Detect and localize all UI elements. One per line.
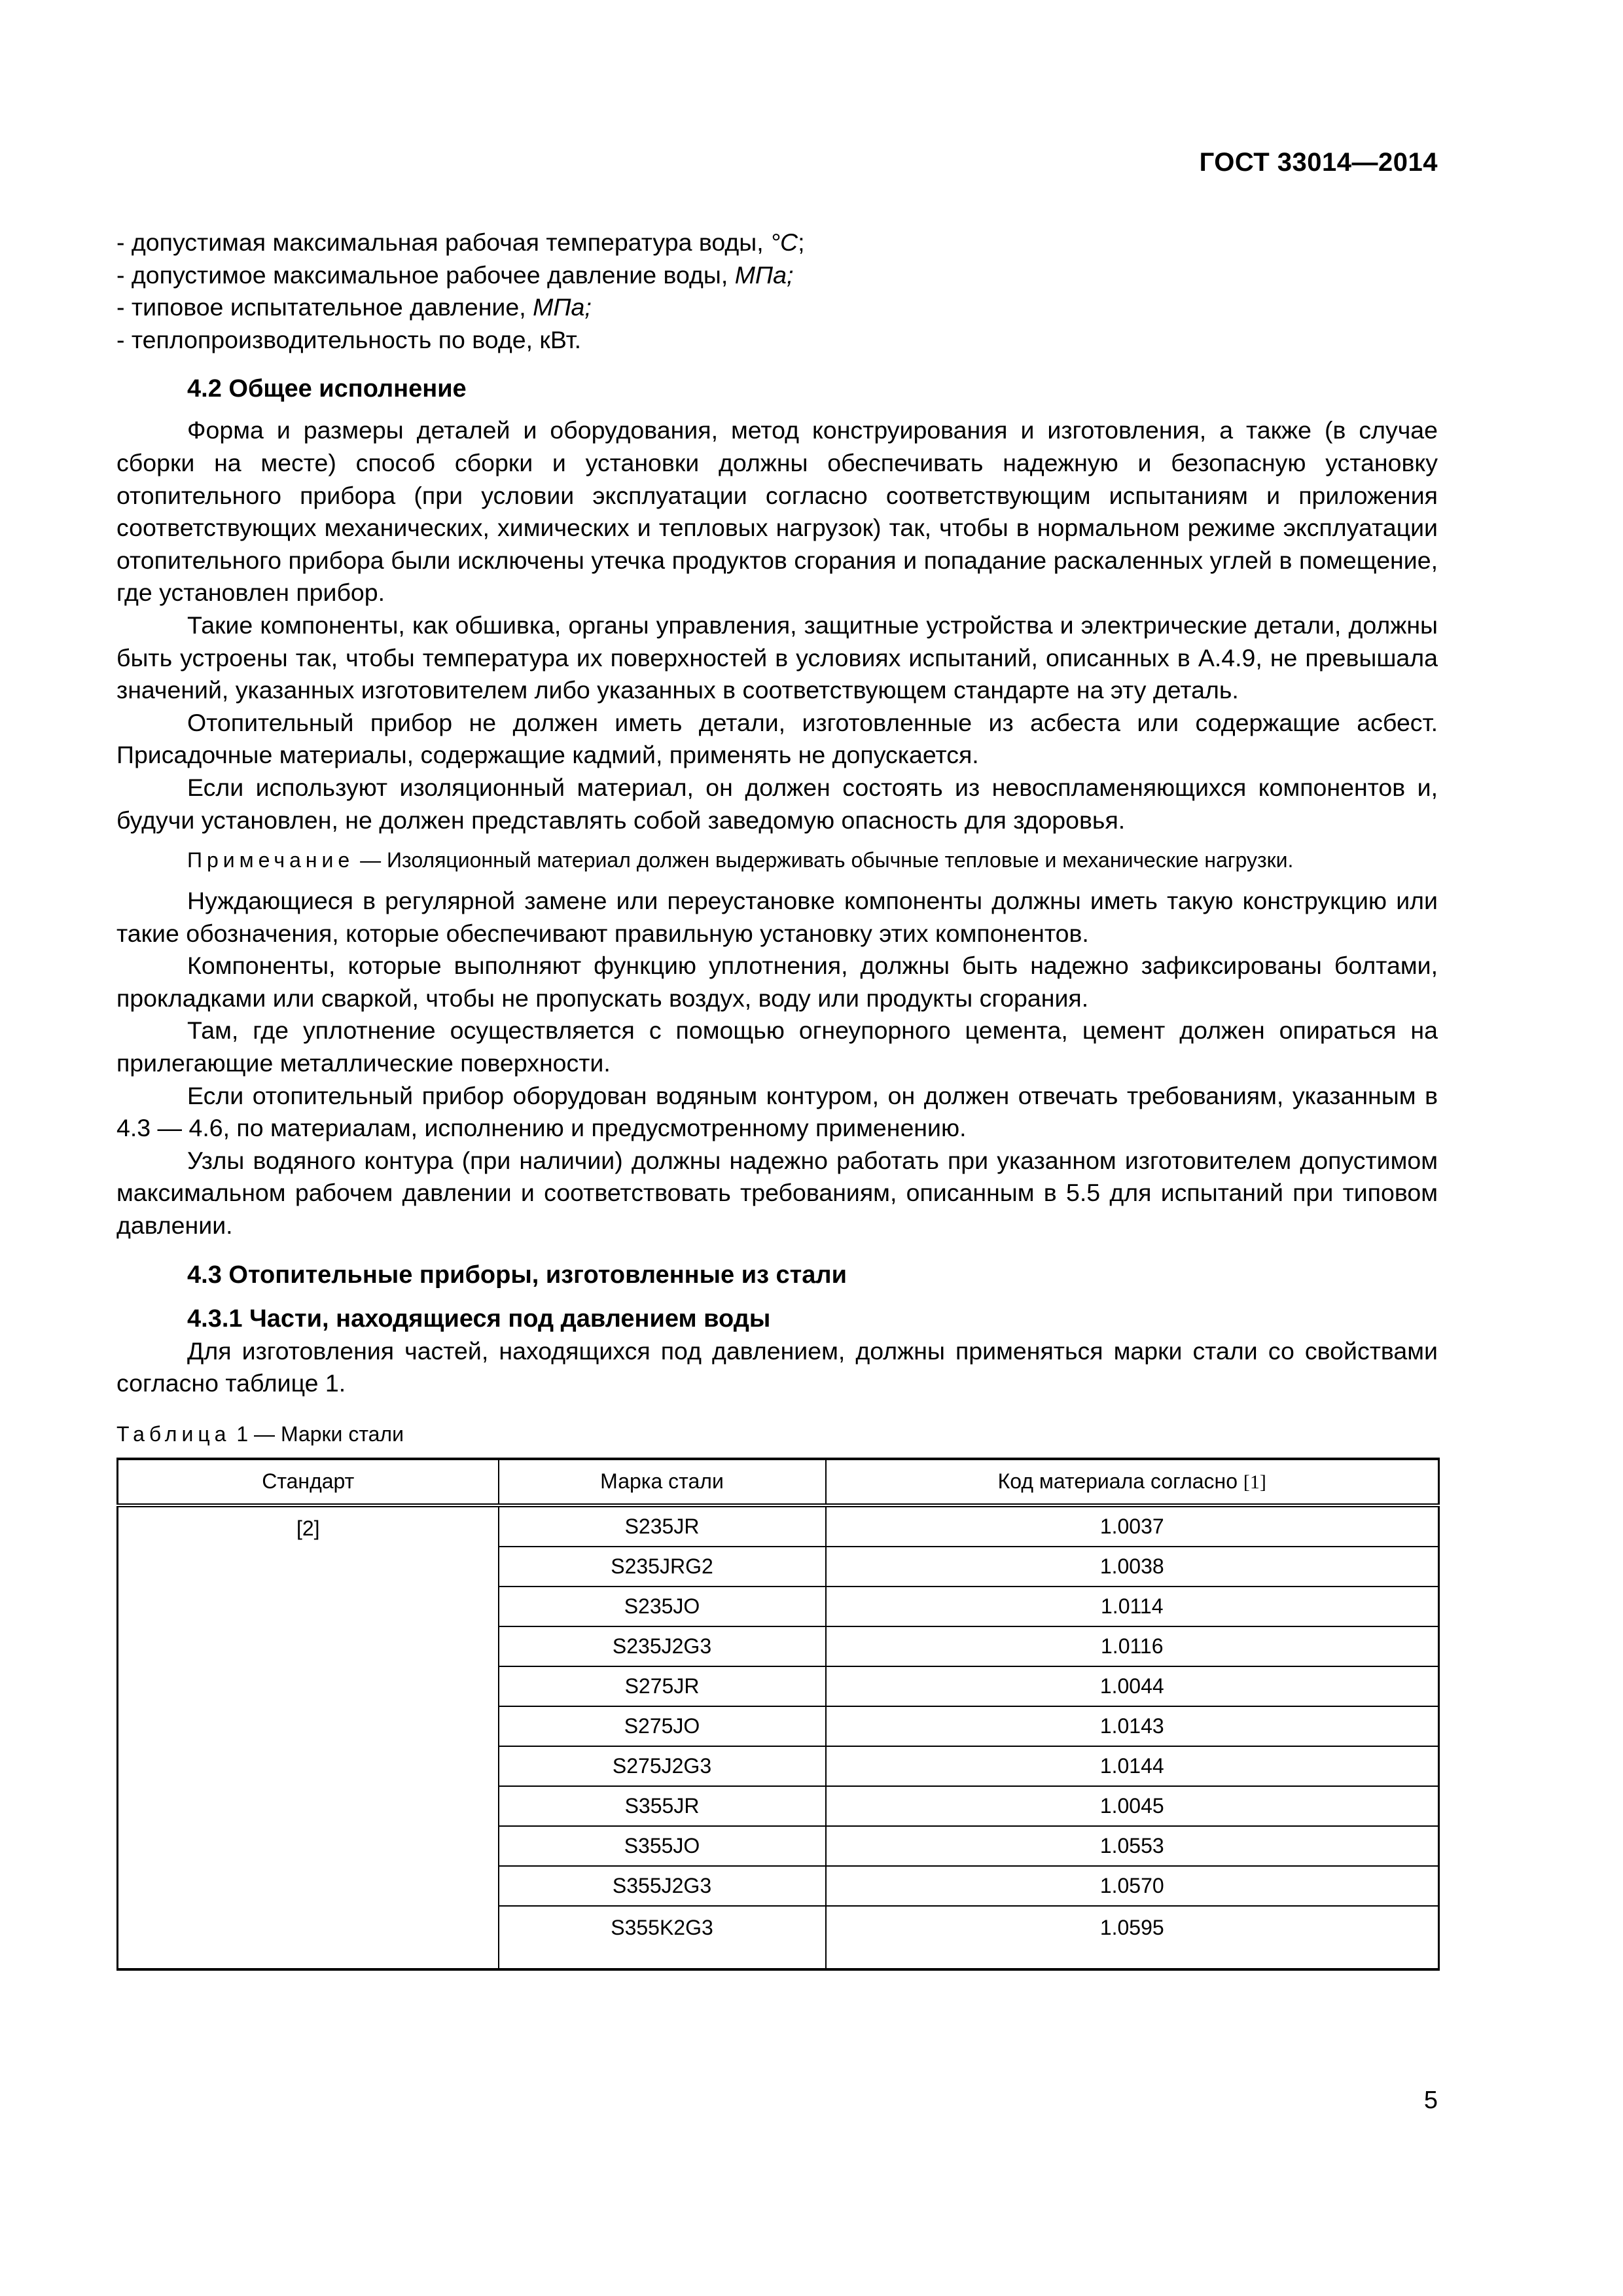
code-cell: 1.0144 [826,1746,1439,1786]
code-cell: 1.0116 [826,1626,1439,1666]
steel-grades-table [116,1458,1440,1971]
unit: МПа; [734,260,794,289]
list-item: - типовое испытательное давление, МПа; [116,293,592,321]
document-code-header: ГОСТ 33014—2014 [1199,148,1438,177]
grade-cell: S235JR [499,1505,826,1547]
paragraph: Для изготовления частей, находящихся под давлением, должны применяться марки стали со свойствами согласно таблице 1. [116,1336,1438,1397]
grade-cell: S355K2G3 [499,1906,826,1969]
code-cell: 1.0143 [826,1706,1439,1746]
list-item: - допустимая максимальная рабочая температура воды, °C; [116,228,805,256]
grade-cell: S275JO [499,1706,826,1746]
column-header-material-code: Код материала согласно [1] [826,1459,1439,1505]
paragraph: Узлы водяного контура (при наличии) должны надежно работать при указанном изготовителем допустимом максимальном рабочем давлении и соответствовать требованиям, описанным в 5.5 для испытаний при типовом давлении. [116,1146,1438,1240]
reference: [1] [1243,1471,1266,1493]
unit: °C [770,228,798,256]
paragraph: Отопительный прибор не должен иметь детали, изготовленные из асбеста или содержащие асбест. Присадочные материалы, содержащие кадмий, применять не допускается. [116,708,1438,769]
grade-cell: S275J2G3 [499,1746,826,1786]
standard-cell: [2] [118,1505,499,1969]
code-cell: 1.0038 [826,1547,1439,1587]
code-cell: 1.0045 [826,1786,1439,1826]
list-item: - теплопроизводительность по воде, кВт. [116,325,582,353]
note-label: Примечание [187,848,355,872]
section-heading-4-2: 4.2 Общее исполнение [187,375,467,403]
note [116,846,1438,874]
table-caption: Таблица 1 — Марки стали [116,1422,404,1446]
page-content [116,226,1438,1971]
grade-cell: S235JO [499,1587,826,1626]
section-heading-4-3: 4.3 Отопительные приборы, изготовленные из стали [187,1261,847,1289]
note-text: — Изоляционный материал должен выдерживать обычные тепловые и механические нагрузки. [354,848,1294,872]
code-cell: 1.0114 [826,1587,1439,1626]
paragraph: Нуждающиеся в регулярной замене или переустановке компоненты должны иметь такую конструкцию или такие обозначения, которые обеспечивают правильную установку этих компонентов. [116,887,1438,947]
table-header-row [118,1459,1439,1505]
table-row [118,1505,1439,1547]
paragraph: Форма и размеры деталей и оборудования, метод конструирования и изготовления, а также (в случае сборки на месте) способ сборки и установки должны обеспечивать надежную и безопасную установку отопительного прибора (при условии эксплуатации согласно соответствующим испытаниям и приложения соответствующих механических, химических и тепловых нагрузок) так, чтобы в нормальном режиме эксплуатации отопительного прибора были исключены утечка продуктов сгорания и попадание раскаленных углей в помещение, где установлен прибор. [116,416,1438,607]
paragraph: Компоненты, которые выполняют функцию уплотнения, должны быть надежно зафиксированы болтами, прокладками или сваркой, чтобы не пропускать воздух, воду или продукты сгорания. [116,952,1438,1012]
grade-cell: S355JO [499,1826,826,1866]
grade-cell: S275JR [499,1666,826,1706]
paragraph: Если отопительный прибор оборудован водяным контуром, он должен отвечать требованиям, указанным в 4.3 — 4.6, по материалам, исполнению и предусмотренному применению. [116,1081,1438,1142]
column-header-grade: Марка стали [499,1459,826,1505]
code-cell: 1.0595 [826,1906,1439,1969]
paragraph: Такие компоненты, как обшивка, органы управления, защитные устройства и электрические детали, должны быть устроены так, чтобы температура их поверхностей в условиях испытаний, описанных в А.4.9, не превышала значений, указанных изготовителем либо указанных в соответствующем стандарте на эту деталь. [116,611,1438,704]
grade-cell: S235J2G3 [499,1626,826,1666]
grade-cell: S355J2G3 [499,1866,826,1906]
intro-list [116,226,1438,356]
grade-cell: S355JR [499,1786,826,1826]
code-cell: 1.0570 [826,1866,1439,1906]
list-item: - допустимое максимальное рабочее давление воды, МПа; [116,260,794,289]
page-number: 5 [1423,2087,1438,2114]
code-cell: 1.0553 [826,1826,1439,1866]
paragraph: Там, где уплотнение осуществляется с помощью огнеупорного цемента, цемент должен опираться на прилегающие металлические поверхности. [116,1016,1438,1077]
column-header-standard: Стандарт [118,1459,499,1505]
code-cell: 1.0044 [826,1666,1439,1706]
paragraph: Если используют изоляционный материал, он должен состоять из невоспламеняющихся компонентов и, будучи установлен, не должен представлять собой заведомую опасность для здоровья. [116,773,1438,834]
grade-cell: S235JRG2 [499,1547,826,1587]
unit: МПа; [533,293,592,321]
code-cell: 1.0037 [826,1505,1439,1547]
subsection-heading-4-3-1: 4.3.1 Части, находящиеся под давлением воды [187,1304,771,1333]
